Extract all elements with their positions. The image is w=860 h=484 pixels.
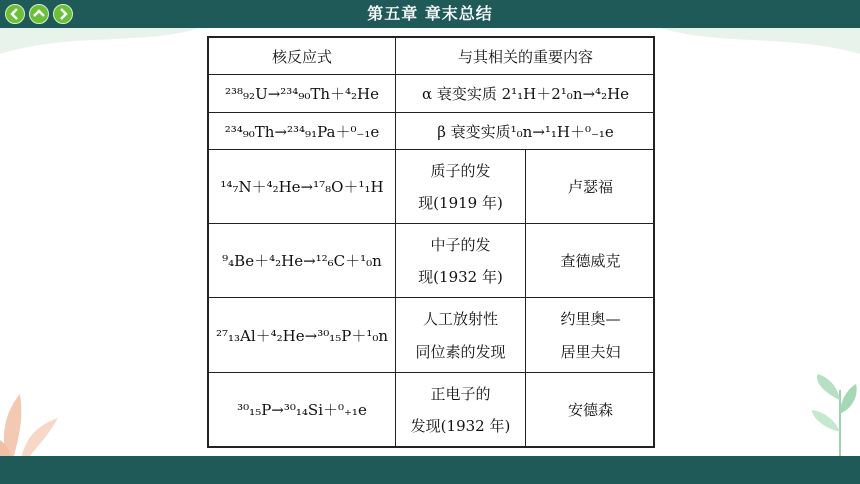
nuclear-reaction-table — [207, 36, 655, 448]
person-cell: 查德威克 — [560, 252, 621, 270]
discovery-line: 发现(1932 年) — [410, 417, 511, 436]
content-cell: β 衰变实质¹₀n→¹₁H＋⁰₋₁e — [437, 122, 614, 141]
leaf-decoration-left — [0, 380, 80, 456]
header-reaction: 核反应式 — [271, 47, 332, 66]
discovery-cell — [396, 298, 525, 372]
discovery-line: 中子的发 — [430, 235, 491, 254]
person-line: 约里奥— — [560, 310, 621, 328]
corner-wave-left — [0, 28, 200, 58]
reaction-cell: ³⁰₁₅P→³⁰₁₄Si＋⁰₊₁e — [237, 401, 367, 419]
discovery-line: 同位素的发现 — [415, 343, 506, 361]
reaction-cell: ²³⁴₉₀Th→²³⁴₉₁Pa＋⁰₋₁e — [224, 122, 380, 141]
reaction-cell: ²³⁸₉₂U→²³⁴₉₀Th＋⁴₂He — [225, 85, 379, 103]
discovery-cell — [396, 224, 525, 297]
reaction-cell: ²⁷₁₃Al＋⁴₂He→³⁰₁₅P＋¹₀n — [215, 326, 389, 345]
person-cell: 卢瑟福 — [567, 178, 613, 196]
header-content: 与其相关的重要内容 — [457, 47, 593, 66]
page-title: 第五章 章末总结 — [367, 4, 493, 23]
person-line: 居里夫妇 — [560, 343, 621, 361]
discovery-line: 质子的发 — [430, 161, 491, 180]
discovery-cell — [396, 373, 525, 446]
plant-decoration-right — [800, 370, 860, 456]
discovery-line: 人工放射性 — [422, 310, 498, 328]
corner-wave-right — [660, 28, 860, 58]
discovery-cell — [396, 150, 525, 223]
person-cell: 安德森 — [567, 401, 613, 419]
bottom-bar — [0, 456, 860, 484]
person-cell — [526, 298, 655, 372]
discovery-line: 正电子的 — [430, 384, 491, 403]
content-cell: α 衰变实质 2¹₁H＋2¹₀n→⁴₂He — [421, 85, 630, 103]
reaction-cell: ⁹₄Be＋⁴₂He→¹²₆C＋¹₀n — [222, 252, 382, 270]
reaction-cell: ¹⁴₇N＋⁴₂He→¹⁷₈O＋¹₁H — [220, 178, 384, 196]
discovery-line: 现(1932 年) — [418, 268, 503, 287]
discovery-line: 现(1919 年) — [418, 194, 503, 213]
